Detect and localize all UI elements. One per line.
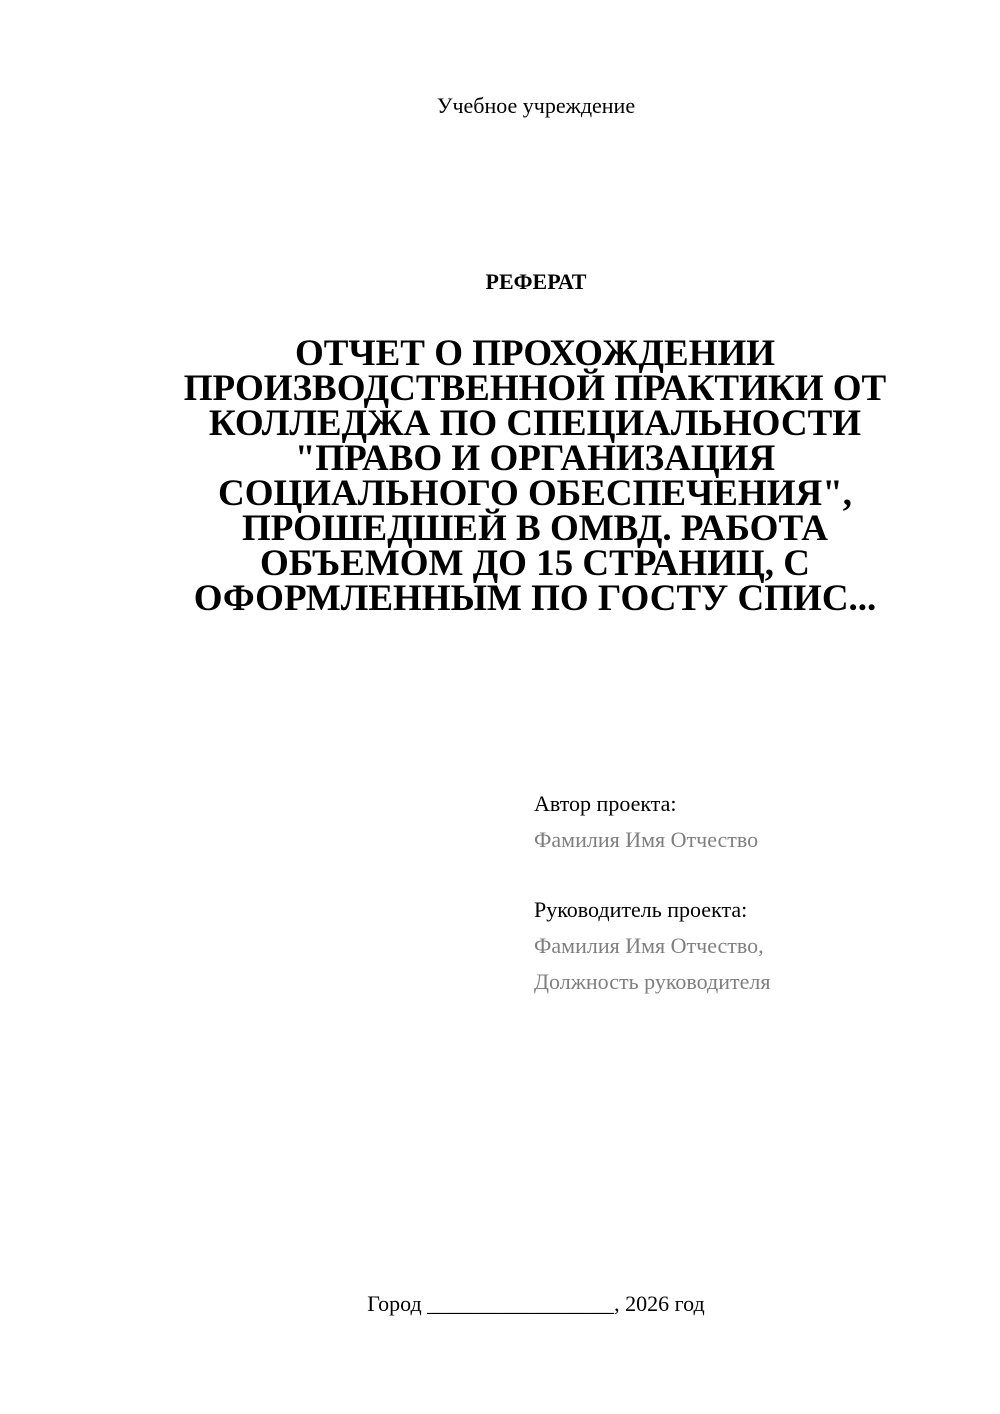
institution-name: Учебное учреждение bbox=[436, 93, 636, 118]
document-type: РЕФЕРАТ bbox=[485, 269, 587, 294]
author-name: Фамилия Имя Отчество bbox=[534, 827, 759, 852]
supervisor-label: Руководитель проекта: bbox=[534, 897, 748, 922]
supervisor-block bbox=[534, 892, 974, 1000]
document-title: ОТЧЕТ О ПРОХОЖДЕНИИ ПРОИЗВОДСТВЕННОЙ ПРАКТИКИ ОТ КОЛЛЕДЖА ПО СПЕЦИАЛЬНОСТИ "ПРАВО И ОРГАНИЗАЦИЯ СОЦИАЛЬНОГО ОБЕСПЕЧЕНИЯ", ПРОШЕДШЕЙ В ОМВД. РАБОТА ОБЪЕМОМ ДО 15 СТРАНИЦ, С ОФОРМЛЕННЫМ ПО ГОСТУ СПИС... bbox=[183, 333, 887, 619]
supervisor-position: Должность руководителя bbox=[534, 969, 771, 994]
author-label: Автор проекта: bbox=[534, 791, 677, 816]
city-year-line: Город _________________, 2026 год bbox=[367, 1291, 705, 1316]
supervisor-name: Фамилия Имя Отчество, bbox=[534, 933, 764, 958]
author-block bbox=[534, 786, 974, 858]
